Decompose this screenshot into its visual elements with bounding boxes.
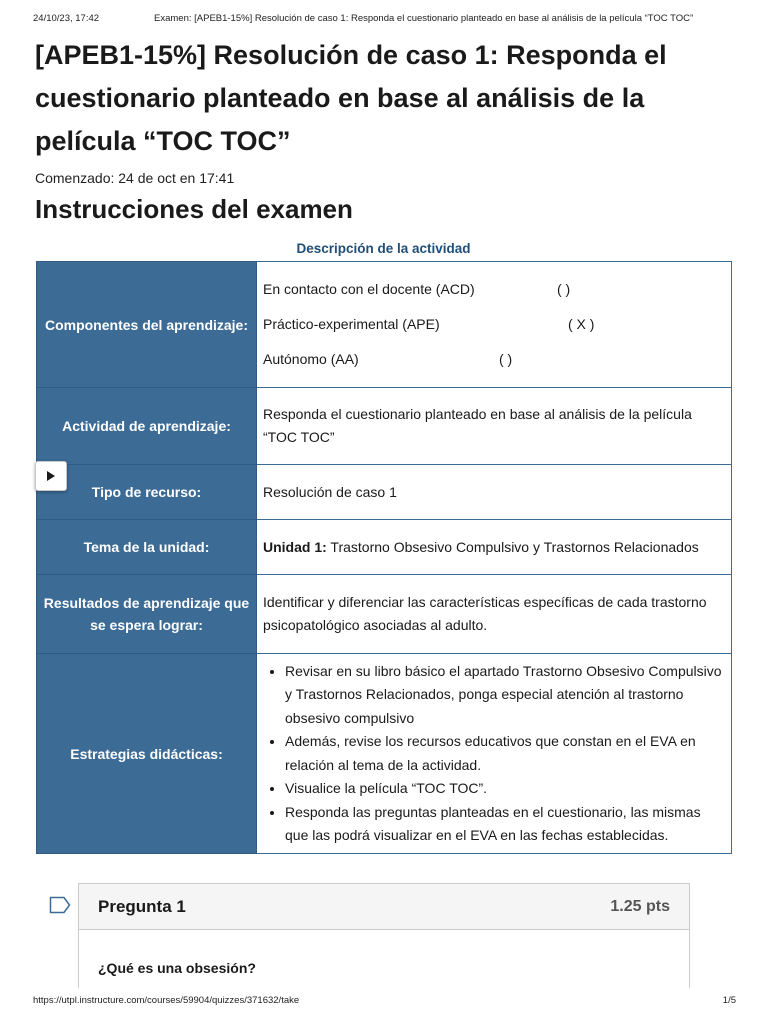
strategy-item: • Revisar en su libro básico el apartado Trastorno Obsesivo Compulsivo y Trastornos Relacionados, ponga especial atención al trastorno obsesivo compulsivo <box>285 660 725 731</box>
print-datetime: 24/10/23, 17:42 <box>33 13 100 24</box>
activity-value: Responda el cuestionario planteado en base al análisis de la película “TOC TOC” <box>257 388 732 465</box>
strategies-label: Estrategias didácticas: <box>37 654 257 854</box>
components-label: Componentes del aprendizaje: <box>37 262 257 388</box>
footer-page-number: 1/5 <box>722 995 736 1006</box>
strategy-item: • Responda las preguntas planteadas en el cuestionario, las mismas que las podrá visualizar en el EVA en las fechas establecidas. <box>285 801 725 848</box>
component-acd-mark: ( ) <box>557 281 571 297</box>
flag-question-icon[interactable] <box>49 896 71 914</box>
results-value: Identificar y diferenciar las características específicas de cada trastorno psicopatológico asociadas al adulto. <box>257 575 732 654</box>
strategies-list <box>263 660 725 848</box>
component-ape <box>263 307 725 342</box>
print-page-title: Examen: [APEB1-15%] Resolución de caso 1: Responda el cuestionario planteado en base al análisis de la película “TOC TOC” <box>154 13 694 24</box>
row-activity <box>37 388 732 465</box>
activity-label: Actividad de aprendizaje: <box>37 388 257 465</box>
resource-value: Resolución de caso 1 <box>257 465 732 520</box>
component-aa-mark: ( ) <box>499 351 513 367</box>
components-cell <box>257 262 732 388</box>
activity-caption: Descripción de la actividad <box>296 241 471 256</box>
footer-url: https://utpl.instructure.com/courses/59904/quizzes/371632/take <box>33 995 300 1006</box>
unit-label: Tema de la unidad: <box>37 520 257 575</box>
row-results <box>37 575 732 654</box>
component-ape-label: Práctico-experimental (APE) <box>263 316 440 332</box>
instructions-heading: Instrucciones del examen <box>35 194 353 224</box>
component-acd-label: En contacto con el docente (ACD) <box>263 281 475 297</box>
print-footer <box>0 988 768 1024</box>
row-strategies <box>37 654 732 854</box>
results-label: Resultados de aprendizaje que se espera lograr: <box>37 575 257 654</box>
unit-value: Trastorno Obsesivo Compulsivo y Trastornos Relacionados <box>326 538 699 555</box>
row-components <box>37 262 732 388</box>
play-button[interactable] <box>35 461 67 491</box>
row-unit <box>37 520 732 575</box>
activity-table <box>36 261 732 854</box>
component-aa <box>263 342 725 377</box>
unit-cell <box>257 520 732 575</box>
row-resource <box>37 465 732 520</box>
question-text: ¿Qué es una obsesión? <box>98 960 256 976</box>
question-header <box>79 884 689 930</box>
question-points: 1.25 pts <box>610 897 670 915</box>
play-icon <box>46 471 56 481</box>
strategy-item: • Visualice la película “TOC TOC”. <box>285 777 725 801</box>
component-ape-mark: ( X ) <box>568 316 595 332</box>
component-aa-label: Autónomo (AA) <box>263 351 359 367</box>
component-acd <box>263 272 725 307</box>
resource-label: Tipo de recurso: <box>37 465 257 520</box>
unit-prefix: Unidad 1: <box>263 538 327 555</box>
quiz-title: [APEB1-15%] Resolución de caso 1: Responda el cuestionario planteado en base al análisis de la película “TOC TOC” <box>35 40 667 156</box>
strategy-item: • Además, revise los recursos educativos que constan en el EVA en relación al tema de la actividad. <box>285 730 725 777</box>
started-at: Comenzado: 24 de oct en 17:41 <box>35 170 235 186</box>
strategies-cell <box>257 654 732 854</box>
question-name: Pregunta 1 <box>98 896 186 916</box>
